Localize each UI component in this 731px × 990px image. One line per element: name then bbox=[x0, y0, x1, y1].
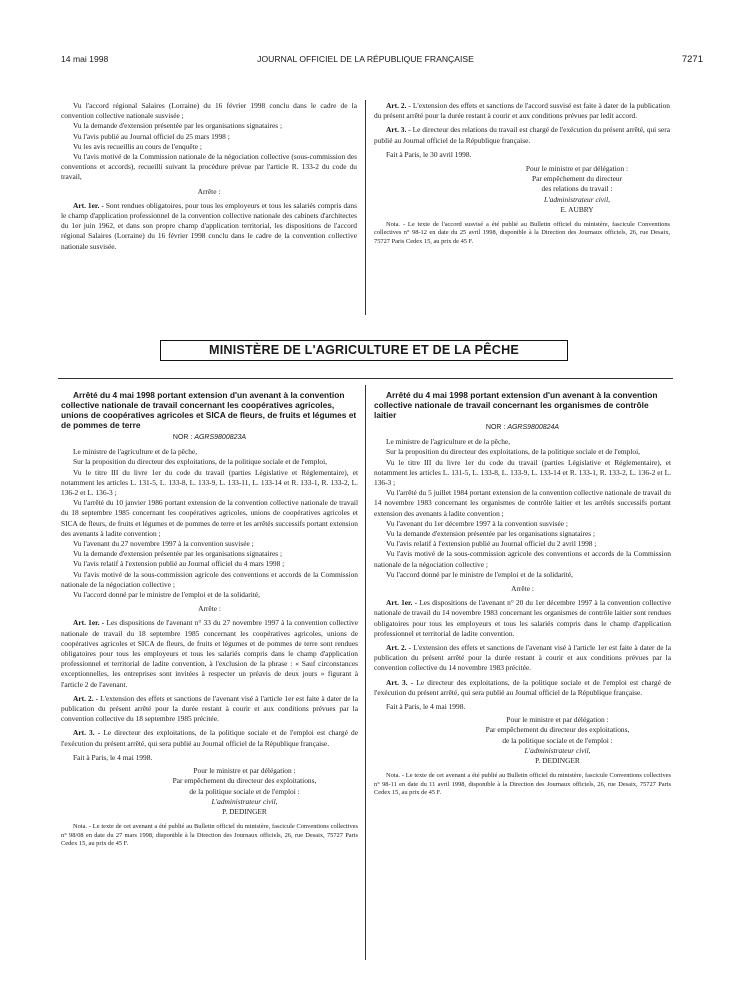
nor-label: NOR : bbox=[172, 434, 193, 441]
arrete-heading: Arrête : bbox=[197, 186, 221, 196]
paragraph: Le ministre de l'agriculture et de la pêche, bbox=[73, 447, 198, 457]
nor-label: NOR : bbox=[485, 424, 506, 431]
nota-note: Nota. - Le texte de l'accord susvisé a été publié au Bulletin officiel du ministère, fascicule Conventions collectives n° 98-12 en date du 25 avril 1998, disponible à la Direction des Journaux officiels, 26, rue Desaix, 75727 Paris Cedex 15, au prix de 45 F. bbox=[374, 221, 670, 245]
page-number: 7271 bbox=[681, 54, 703, 65]
signature-name: P. DEDINGER bbox=[222, 806, 267, 816]
signature-block bbox=[131, 766, 358, 817]
paragraph: Vu la demande d'extension présentée par les organisations signataires ; bbox=[73, 549, 283, 559]
article-text: Les dispositions de l'avenant n° 20 du 1er décembre 1997 à la convention collective nationale de travail du 14 novembre 1983 concernant les organismes de contrôle laitier sont rendues obligatoires pour tous les employeurs et tous les salariés compris dans le champ d'application professionnel et territorial de ladite convention. bbox=[374, 598, 671, 638]
paragraph: Vu l'arrêté du 5 juillet 1984 portant extension de la convention collective nationale de travail du 14 novembre 1983 concernant les organismes de contrôle laitier et les arrêtés successifs portant extension des avenants à ladite convention ; bbox=[374, 488, 671, 518]
paragraph: Vu l'avis relatif à l'extension publié au Journal officiel du 2 avril 1998 ; bbox=[386, 539, 597, 549]
left-decree-column bbox=[61, 390, 358, 848]
paragraph: Vu l'avis publié au Journal officiel du 25 mars 1998 ; bbox=[73, 131, 230, 141]
article-text: Le directeur des relations du travail est chargé de l'exécution du présent arrêté, qui sera publié au Journal officiel de la République française. bbox=[374, 125, 670, 145]
signature-line: L'administrateur civil, bbox=[524, 745, 591, 755]
signature-line: de la politique sociale et de l'emploi : bbox=[502, 735, 613, 745]
article-3 bbox=[61, 728, 358, 748]
nor-code: AGRS9800824A bbox=[507, 424, 560, 431]
article-text: L'extension des effets et sanctions de l'accord susvisé est faite à dater de la publication du présent arrêté pour la durée restant à courir et aux conditions prévues par ledit accord. bbox=[374, 101, 670, 121]
paragraph: Vu l'accord donné par le ministre de l'emploi et de la solidarité, bbox=[73, 590, 260, 600]
nor-reference bbox=[374, 423, 671, 433]
article-text: Sont rendues obligatoires, pour tous les employeurs et tous les salariés compris dans le champ d'application professionnel de la convention collective nationale des cabinets d'architectes du 1er juin 1962, et dans son propre champ d'application territorial, les dispositions de l'accord régional Salaires (Lorraine) du 16 février 1998 conclu dans le cadre de la convention collective nationale susvisée. bbox=[61, 200, 357, 251]
nor-reference bbox=[61, 433, 358, 443]
arrete-heading: Arrête : bbox=[511, 584, 534, 594]
nota-note: Nota. - Le texte de cet avenant a été publié au Bulletin officiel du ministère, fascicule Conventions collectives n° 98/08 en date du 27 mars 1998, disponible à la Direction des Journaux officiels, 26, rue Desaix, 75727 Paris Cedex 15, au prix de 45 F. bbox=[61, 823, 358, 847]
article-1 bbox=[61, 201, 357, 252]
article-label: Art. 2. - bbox=[386, 643, 412, 653]
paragraph: Vu l'arrêté du 10 janvier 1986 portant extension de la convention collective nationale de travail du 18 septembre 1985 concernant les coopératives agricoles, unions de coopératives agricoles et SICA de fleurs, de fruits et légumes et de pommes de terre et les arrêtés successifs portant extension des avenants à ladite convention ; bbox=[61, 498, 358, 538]
article-3 bbox=[374, 678, 671, 698]
article-text: L'extension des effets et sanctions de l'avenant visé à l'article 1er est faite à dater de la publication du présent arrêté pour la durée restant à courir et aux conditions prévues par la convention collective du 18 septembre 1985 précitée. bbox=[61, 693, 358, 724]
signature-line: Par empêchement du directeur des exploitations, bbox=[172, 776, 317, 786]
paragraph: Sur la proposition du directeur des exploitations, de la politique sociale et de l'emploi, bbox=[386, 447, 640, 457]
ministry-banner: MINISTÈRE DE L'AGRICULTURE ET DE LA PÊCHE bbox=[160, 340, 568, 361]
decree-title: Arrêté du 4 mai 1998 portant extension d'un avenant à la convention collective nationale de travail concernant les coopératives agricoles, unions de coopératives agricoles et SICA de fleurs, de fruits et légumes et de pommes de terre bbox=[61, 390, 357, 430]
column-divider-top bbox=[365, 100, 366, 315]
article-text: Le directeur des exploitations, de la politique sociale et de l'emploi est chargé de l'exécution du présent arrêté, qui sera publié au Journal officiel de la République française. bbox=[374, 677, 671, 697]
article-2 bbox=[374, 101, 670, 121]
fait-a-paris: Fait à Paris, le 30 avril 1998. bbox=[386, 149, 472, 159]
signature-line: Par empêchement du directeur des exploitations, bbox=[485, 725, 630, 735]
paragraph: Vu l'avis motivé de la sous-commission agricole des conventions et accords de la Commission nationale de la négociation collective ; bbox=[374, 549, 671, 569]
paragraph: Vu le titre III du livre 1er du code du travail (parties Législative et Réglementaire), et notamment les articles L. 131-5, L. 133-8, L. 133-9, L. 133-14 et R. 133-1, R. 133-2, L. 136-2 et L. 136-3 ; bbox=[374, 457, 671, 488]
right-decree-column bbox=[374, 390, 671, 798]
signature-block bbox=[484, 164, 670, 215]
article-label: Art. 1er. - bbox=[73, 200, 104, 210]
article-label: Art. 3. - bbox=[386, 677, 414, 687]
article-1 bbox=[61, 618, 358, 689]
signature-line: L'administrateur civil, bbox=[211, 796, 278, 806]
article-label: Art. 3. - bbox=[386, 125, 411, 135]
column-divider-bottom bbox=[365, 385, 366, 960]
nor-code: AGRS9800823A bbox=[194, 434, 247, 441]
signature-line: L'administrateur civil, bbox=[543, 194, 611, 204]
signature-name: E. AUBRY bbox=[560, 204, 594, 214]
signature-name: P. DEDINGER bbox=[535, 756, 580, 766]
fait-a-paris: Fait à Paris, le 4 mai 1998. bbox=[386, 702, 466, 712]
paragraph: Sur la proposition du directeur des exploitations, de la politique sociale et de l'emploi, bbox=[73, 457, 327, 467]
article-text: Le directeur des exploitations, de la politique sociale et de l'emploi est chargé de l'exécution du présent arrêté, qui sera publié au Journal officiel de la République française. bbox=[61, 728, 358, 748]
signature-line: Pour le ministre et par délégation : bbox=[506, 715, 609, 725]
article-label: Art. 3. - bbox=[73, 728, 101, 738]
fait-a-paris: Fait à Paris, le 4 mai 1998. bbox=[73, 752, 153, 762]
article-label: Art. 1er. - bbox=[73, 618, 105, 628]
top-right-column bbox=[374, 101, 670, 246]
nota-note: Nota. - Le texte de cet avenant a été publié au Bulletin officiel du ministère, fascicule Conventions collectives n° 98-11 en date du 11 avril 1998, disponible à la Direction des Journaux officiels, 26, rue Desaix, 75727 Paris Cedex 15, au prix de 45 F. bbox=[374, 772, 671, 797]
top-left-column bbox=[61, 101, 357, 252]
paragraph: Vu le titre III du livre 1er du code du travail (parties Législative et Réglementaire), et notamment les articles L. 131-5, L. 133-8, L. 133-9, L. 133-11, L. 133-14 et R. 133-1, R. 133-2, L. 136-2 et L. 136-3 ; bbox=[61, 467, 358, 498]
arrete-heading: Arrête : bbox=[198, 604, 221, 614]
article-text: Les dispositions de l'avenant n° 33 du 27 novembre 1997 à la convention collective nationale de travail du 18 septembre 1985 concernant les coopératives agricoles, unions de coopératives agricoles et SICA de fleurs, de fruits et légumes et de pommes de terre sont rendues obligatoires pour tous les employeurs et tous les salariés compris dans le champ d'application professionnel et territorial de ladite convention, à l'exclusion de la phrase : « Sauf circonstances exceptionnelles, les entreprises sont invitées à respecter un préavis de deux jours » figurant à l'article 2 de l'avenant. bbox=[61, 618, 358, 689]
article-3 bbox=[374, 125, 670, 145]
paragraph: Vu l'avis motivé de la sous-commission agricole des conventions et accords de la Commission nationale de la négociation collective ; bbox=[61, 569, 358, 589]
paragraph: Vu l'accord régional Salaires (Lorraine) du 16 février 1998 conclu dans le cadre de la convention collective nationale susvisée ; bbox=[61, 101, 357, 121]
paragraph: Vu l'avis relatif à l'extension publié au Journal officiel du 4 mars 1998 ; bbox=[73, 559, 285, 569]
article-2 bbox=[374, 643, 671, 674]
signature-line: Pour le ministre et par délégation : bbox=[525, 164, 629, 174]
header-date: 14 mai 1998 bbox=[61, 54, 109, 64]
page-header bbox=[0, 54, 731, 68]
paragraph: Vu l'avenant du 1er décembre 1997 à la convention susvisée ; bbox=[386, 518, 568, 528]
article-1 bbox=[374, 598, 671, 639]
signature-block bbox=[444, 715, 671, 766]
signature-line: des relations du travail : bbox=[541, 184, 613, 194]
decree-title: Arrêté du 4 mai 1998 portant extension d'un avenant à la convention collective nationale de travail concernant les organismes de contrôle laitier bbox=[374, 390, 658, 420]
paragraph: Le ministre de l'agriculture et de la pêche, bbox=[386, 437, 511, 447]
signature-line: Pour le ministre et par délégation : bbox=[193, 766, 296, 776]
paragraph: Vu l'avis motivé de la Commission nationale de la négociation collective (sous-commission des conventions et accords), recueilli suivant la procédure prévue par l'article R. 133-2 du code du travail, bbox=[61, 152, 357, 182]
article-label: Art. 1er. - bbox=[386, 598, 418, 608]
article-2 bbox=[61, 694, 358, 725]
signature-line: Par empêchement du directeur bbox=[531, 174, 623, 184]
paragraph: Vu la demande d'extension présentée par les organisations signataires ; bbox=[73, 121, 283, 131]
article-label: Art. 2. - bbox=[73, 693, 99, 703]
section-rule bbox=[58, 378, 673, 379]
article-text: L'extension des effets et sanctions de l'avenant visé à l'article 1er est faite à dater de la publication du présent arrêté pour la durée restant à courir et aux conditions prévues par la convention collective du 14 novembre 1983 précitée. bbox=[374, 643, 671, 673]
paragraph: Vu la demande d'extension présentée par les organisations signataires ; bbox=[386, 529, 596, 539]
paragraph: Vu les avis recueillis au cours de l'enquête ; bbox=[73, 141, 202, 151]
paragraph: Vu l'avenant du 27 novembre 1997 à la convention susvisée ; bbox=[73, 539, 254, 549]
signature-line: de la politique sociale et de l'emploi : bbox=[189, 786, 300, 796]
journal-title: JOURNAL OFFICIEL DE LA RÉPUBLIQUE FRANÇAISE bbox=[257, 54, 474, 64]
paragraph: Vu l'accord donné par le ministre de l'emploi et de la solidarité, bbox=[386, 569, 573, 579]
article-label: Art. 2. - bbox=[386, 101, 411, 110]
